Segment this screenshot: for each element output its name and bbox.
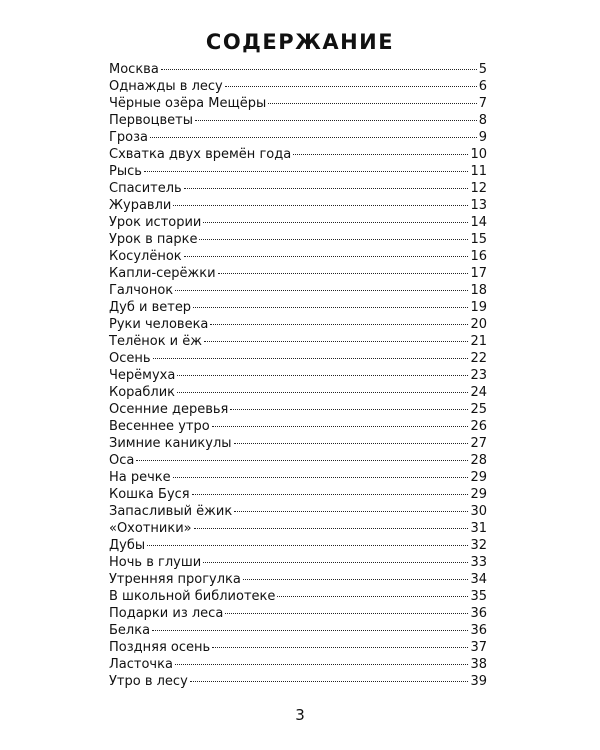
dot-leader: [225, 86, 477, 87]
toc-entry: [109, 350, 487, 367]
dot-leader: [225, 613, 468, 614]
toc-entry: [109, 265, 487, 282]
toc-entry: [109, 486, 487, 503]
toc-entry-title: Утро в лесу: [109, 674, 188, 689]
toc-entry-title: Журавли: [109, 198, 172, 213]
toc-entry-title: Весеннее утро: [109, 419, 210, 434]
dot-leader: [195, 120, 477, 121]
dot-leader: [175, 664, 469, 665]
toc-entry-page: 31: [470, 521, 487, 536]
toc-entry: [109, 248, 487, 265]
toc-entry-page: 34: [470, 572, 487, 587]
toc-entry-page: 39: [470, 674, 487, 689]
toc-entry-page: 18: [470, 283, 487, 298]
toc-entry: [109, 316, 487, 333]
toc-entry: [109, 656, 487, 673]
toc-entry: [109, 588, 487, 605]
toc-entry-page: 17: [470, 266, 487, 281]
toc-entry-title: В школьной библиотеке: [109, 589, 276, 604]
dot-leader: [173, 477, 469, 478]
toc-entry-title: Осень: [109, 351, 151, 366]
toc-entry: [109, 520, 487, 537]
toc-entry-page: 29: [470, 487, 487, 502]
toc-entry-title: Рысь: [109, 164, 142, 179]
toc-entry: [109, 282, 487, 299]
toc-entry-page: 19: [470, 300, 487, 315]
toc-entry-title: Запасливый ёжик: [109, 504, 233, 519]
toc-entry-title: Подарки из леса: [109, 606, 224, 621]
toc-entry: [109, 61, 487, 78]
dot-leader: [177, 392, 468, 393]
toc-entry: [109, 554, 487, 571]
toc-entry-title: Ночь в глуши: [109, 555, 202, 570]
toc-entry-page: 23: [470, 368, 487, 383]
toc-entry-title: Дуб и ветер: [109, 300, 192, 315]
toc-entry-page: 20: [470, 317, 487, 332]
toc-entry: [109, 112, 487, 129]
toc-entry-title: Чёрные озёра Мещёры: [109, 96, 267, 111]
toc-entry-title: На речке: [109, 470, 171, 485]
dot-leader: [218, 273, 469, 274]
toc-entry-title: Галчонок: [109, 283, 174, 298]
dot-leader: [210, 324, 468, 325]
toc-entry-page: 25: [470, 402, 487, 417]
toc-entry-title: Ласточка: [109, 657, 173, 672]
toc-entry: [109, 537, 487, 554]
dot-leader: [199, 239, 468, 240]
dot-leader: [268, 103, 476, 104]
toc-entry: [109, 367, 487, 384]
toc-entry-title: Косулёнок: [109, 249, 182, 264]
dot-leader: [161, 69, 477, 70]
toc-entry-title: Телёнок и ёж: [109, 334, 202, 349]
toc-entry-title: Черёмуха: [109, 368, 176, 383]
dot-leader: [203, 562, 468, 563]
toc-entry-page: 32: [470, 538, 487, 553]
toc-entry-title: Кошка Буся: [109, 487, 190, 502]
toc-entry-page: 21: [470, 334, 487, 349]
toc-entry-page: 26: [470, 419, 487, 434]
toc-entry-page: 13: [470, 198, 487, 213]
toc-entry-page: 12: [470, 181, 487, 196]
toc-entry: [109, 231, 487, 248]
toc-entry-page: 33: [470, 555, 487, 570]
toc-entry-title: Москва: [109, 62, 159, 77]
dot-leader: [192, 494, 469, 495]
dot-leader: [184, 256, 469, 257]
dot-leader: [147, 545, 468, 546]
toc-entry: [109, 401, 487, 418]
toc-entry-page: 24: [470, 385, 487, 400]
toc-entry-page: 30: [470, 504, 487, 519]
page-title: СОДЕРЖАНИЕ: [205, 30, 395, 54]
dot-leader: [136, 460, 468, 461]
toc-entry: [109, 622, 487, 639]
toc-entry-title: Гроза: [109, 130, 149, 145]
toc-entry-page: 5: [478, 62, 487, 77]
dot-leader: [212, 647, 468, 648]
toc-entry-title: Руки человека: [109, 317, 209, 332]
dot-leader: [230, 409, 468, 410]
toc-entry: [109, 673, 487, 690]
toc-entry-page: 11: [470, 164, 487, 179]
toc-entry-page: 6: [478, 79, 487, 94]
toc-entry-page: 29: [470, 470, 487, 485]
toc-entry: [109, 639, 487, 656]
dot-leader: [175, 290, 468, 291]
toc-entry-page: 27: [470, 436, 487, 451]
dot-leader: [212, 426, 469, 427]
toc-entry-title: Спаситель: [109, 181, 182, 196]
toc-entry-page: 38: [470, 657, 487, 672]
toc-entry: [109, 452, 487, 469]
toc-entry-page: 15: [470, 232, 487, 247]
toc-entry-page: 9: [478, 130, 487, 145]
toc-entry: [109, 333, 487, 350]
dot-leader: [203, 222, 468, 223]
toc-entry-title: Урок истории: [109, 215, 202, 230]
toc-entry-page: 35: [470, 589, 487, 604]
toc-entry: [109, 503, 487, 520]
toc-entry: [109, 180, 487, 197]
toc-entry-title: Утренняя прогулка: [109, 572, 241, 587]
toc-entry-page: 7: [478, 96, 487, 111]
toc-entry-title: Дубы: [109, 538, 146, 553]
toc-entry: [109, 384, 487, 401]
dot-leader: [144, 171, 469, 172]
toc-entry-page: 37: [470, 640, 487, 655]
dot-leader: [173, 205, 468, 206]
toc-entry: [109, 418, 487, 435]
toc-entry: [109, 197, 487, 214]
toc-entry-title: Осенние деревья: [109, 402, 229, 417]
toc-entry: [109, 571, 487, 588]
toc-entry: [109, 469, 487, 486]
dot-leader: [243, 579, 469, 580]
toc-entry: [109, 299, 487, 316]
dot-leader: [293, 154, 468, 155]
toc-entry-title: Урок в парке: [109, 232, 198, 247]
toc-entry-title: Однажды в лесу: [109, 79, 223, 94]
toc-entry-page: 10: [470, 147, 487, 162]
toc-entry-page: 22: [470, 351, 487, 366]
toc-entry: [109, 78, 487, 95]
toc-entry-title: «Охотники»: [109, 521, 192, 536]
toc-entry-title: Первоцветы: [109, 113, 193, 128]
toc-entry: [109, 163, 487, 180]
toc-entry-title: Поздняя осень: [109, 640, 211, 655]
toc-entry: [109, 95, 487, 112]
dot-leader: [150, 137, 477, 138]
toc-entry-page: 14: [470, 215, 487, 230]
dot-leader: [190, 681, 469, 682]
toc-entry: [109, 605, 487, 622]
toc-entry: [109, 435, 487, 452]
toc-entry: [109, 129, 487, 146]
dot-leader: [234, 511, 468, 512]
toc-entry-title: Оса: [109, 453, 135, 468]
toc-entry-page: 36: [470, 623, 487, 638]
dot-leader: [153, 358, 469, 359]
toc-entry-page: 28: [470, 453, 487, 468]
toc-entry: [109, 214, 487, 231]
toc-entry-title: Кораблик: [109, 385, 176, 400]
dot-leader: [277, 596, 468, 597]
dot-leader: [204, 341, 468, 342]
dot-leader: [194, 528, 469, 529]
dot-leader: [193, 307, 468, 308]
toc-entry-title: Схватка двух времён года: [109, 147, 292, 162]
toc-entry-title: Белка: [109, 623, 151, 638]
toc-entry-page: 8: [478, 113, 487, 128]
toc-entry-title: Капли-серёжки: [109, 266, 216, 281]
toc-entry-title: Зимние каникулы: [109, 436, 232, 451]
dot-leader: [234, 443, 469, 444]
toc-entry: [109, 146, 487, 163]
dot-leader: [177, 375, 468, 376]
dot-leader: [152, 630, 468, 631]
toc-entry-page: 16: [470, 249, 487, 264]
toc-entry-page: 36: [470, 606, 487, 621]
page-number: 3: [295, 706, 305, 724]
dot-leader: [184, 188, 469, 189]
table-of-contents: [109, 61, 487, 690]
